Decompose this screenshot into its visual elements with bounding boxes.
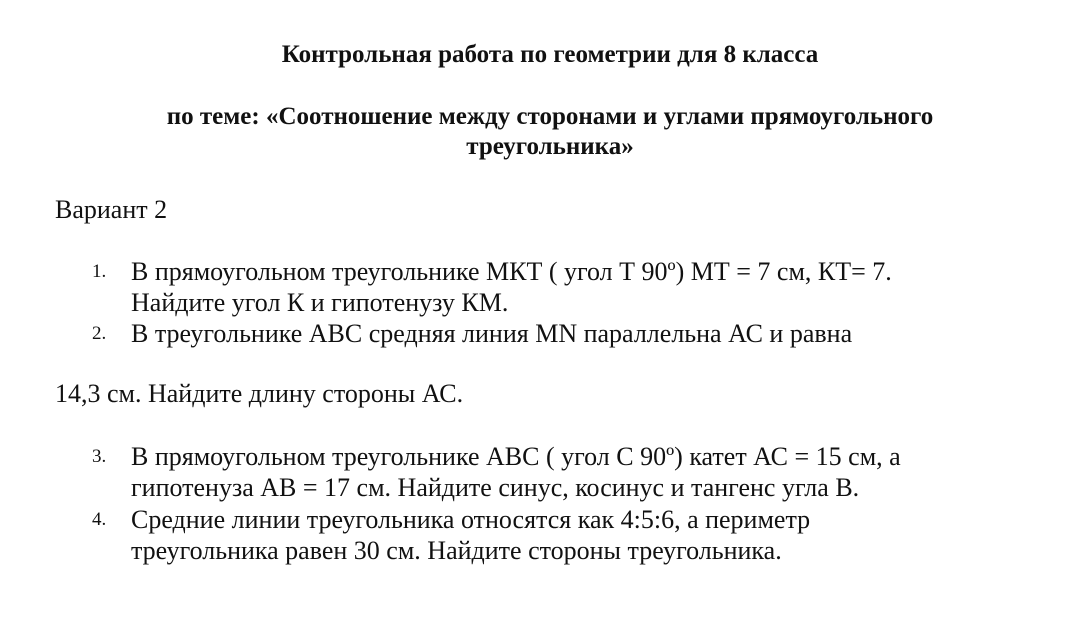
- task-text: [131, 256, 1031, 318]
- variant-label: Вариант 2: [55, 195, 168, 224]
- task-line: В прямоугольном треугольнике АВС ( угол С 90º) катет АС = 15 см, а: [131, 442, 901, 471]
- task-line: гипотенуза АВ = 17 см. Найдите синус, косинус и тангенс угла В.: [131, 473, 860, 502]
- task-line: Средние линии треугольника относятся как 4:5:6, а периметр: [131, 505, 811, 534]
- task-line: треугольника равен 30 см. Найдите стороны треугольника.: [131, 536, 782, 565]
- task-number: 2.: [92, 323, 107, 344]
- task-line: В треугольнике АВС средняя линия MN параллельна АС и равна: [131, 319, 853, 348]
- task-line: В прямоугольном треугольнике МКТ ( угол Т 90º) МТ = 7 см, КТ= 7.: [131, 257, 892, 286]
- task-text: [131, 441, 1031, 503]
- task-2-continuation: 14,3 см. Найдите длину стороны АС.: [55, 379, 464, 408]
- task-text: [131, 504, 1031, 566]
- task-line: Найдите угол К и гипотенузу КМ.: [131, 288, 509, 317]
- task-number: 4.: [92, 509, 107, 530]
- task-number: 1.: [92, 261, 107, 282]
- task-number: 3.: [92, 446, 107, 467]
- document-subtitle: [10, 102, 1080, 162]
- subtitle-line-1: по теме: «Соотношение между сторонами и углами прямоугольного: [166, 103, 934, 130]
- subtitle-line-2: треугольника»: [466, 133, 634, 160]
- document-title: Контрольная работа по геометрии для 8 класса: [281, 41, 819, 68]
- task-text: [131, 318, 1031, 349]
